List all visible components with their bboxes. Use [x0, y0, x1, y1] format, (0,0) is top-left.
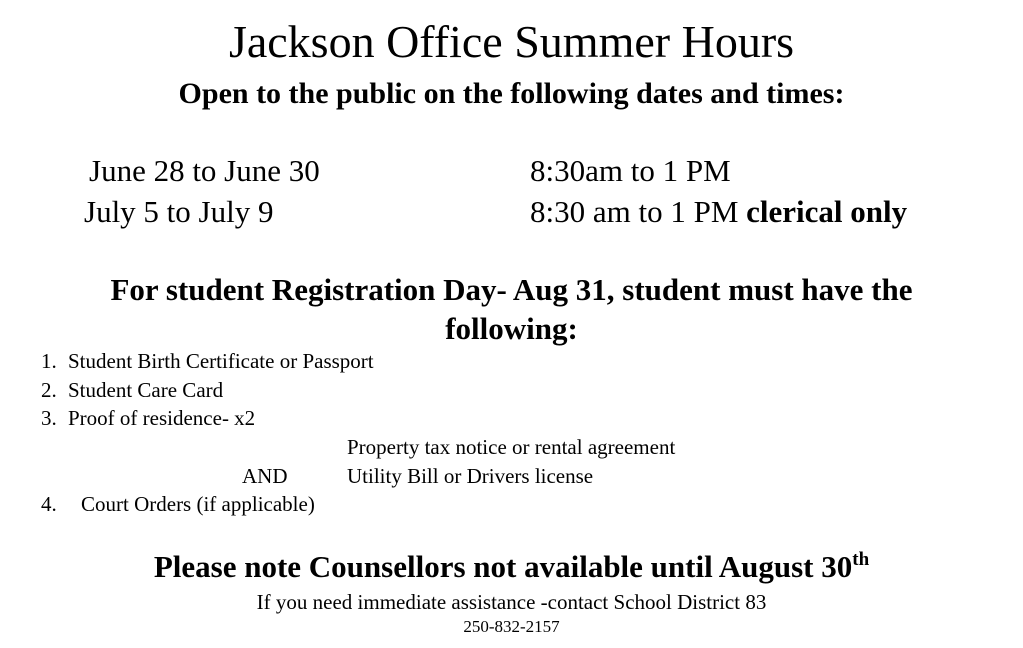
- list-item: [41, 405, 255, 431]
- schedule-note-2: clerical only: [746, 194, 908, 229]
- list-item-number: 3.: [41, 406, 57, 430]
- counsellors-note-superscript: th: [852, 549, 870, 570]
- list-item: [41, 348, 374, 374]
- residence-option-1: Property tax notice or rental agreement: [347, 435, 676, 459]
- page-title: Jackson Office Summer Hours: [228, 16, 795, 67]
- schedule-times-2: 8:30 am to 1 PM: [530, 194, 747, 229]
- schedule-dates-2: July 5 to July 9: [84, 194, 274, 229]
- contact-phone: 250-832-2157: [463, 617, 560, 636]
- list-item-text: Student Care Card: [68, 378, 224, 402]
- list-item-number: 1.: [41, 349, 57, 373]
- schedule-row-2-times: [530, 194, 907, 230]
- page-subtitle: Open to the public on the following dates and times:: [178, 77, 845, 110]
- list-item-text: Student Birth Certificate or Passport: [68, 349, 374, 373]
- list-item-number: 4.: [41, 492, 57, 516]
- list-item: [41, 377, 223, 403]
- counsellors-note: [0, 548, 1023, 586]
- schedule-dates-1: June 28 to June 30: [89, 153, 320, 188]
- counsellors-note-text: Please note Counsellors not available until August 30: [153, 549, 853, 584]
- list-item-text: Proof of residence- x2: [68, 406, 256, 430]
- registration-heading-line-2: following:: [445, 311, 578, 346]
- list-item-text: Court Orders (if applicable): [81, 492, 315, 516]
- registration-heading-line-1: For student Registration Day- Aug 31, student must have the: [110, 272, 913, 307]
- list-item: [41, 491, 315, 517]
- list-item-number: 2.: [41, 378, 57, 402]
- assistance-text: If you need immediate assistance -contact School District 83: [256, 590, 767, 614]
- schedule-times-1: 8:30am to 1 PM: [530, 153, 731, 188]
- residence-option-2: Utility Bill or Drivers license: [347, 464, 594, 488]
- residence-and-label: AND: [242, 464, 288, 488]
